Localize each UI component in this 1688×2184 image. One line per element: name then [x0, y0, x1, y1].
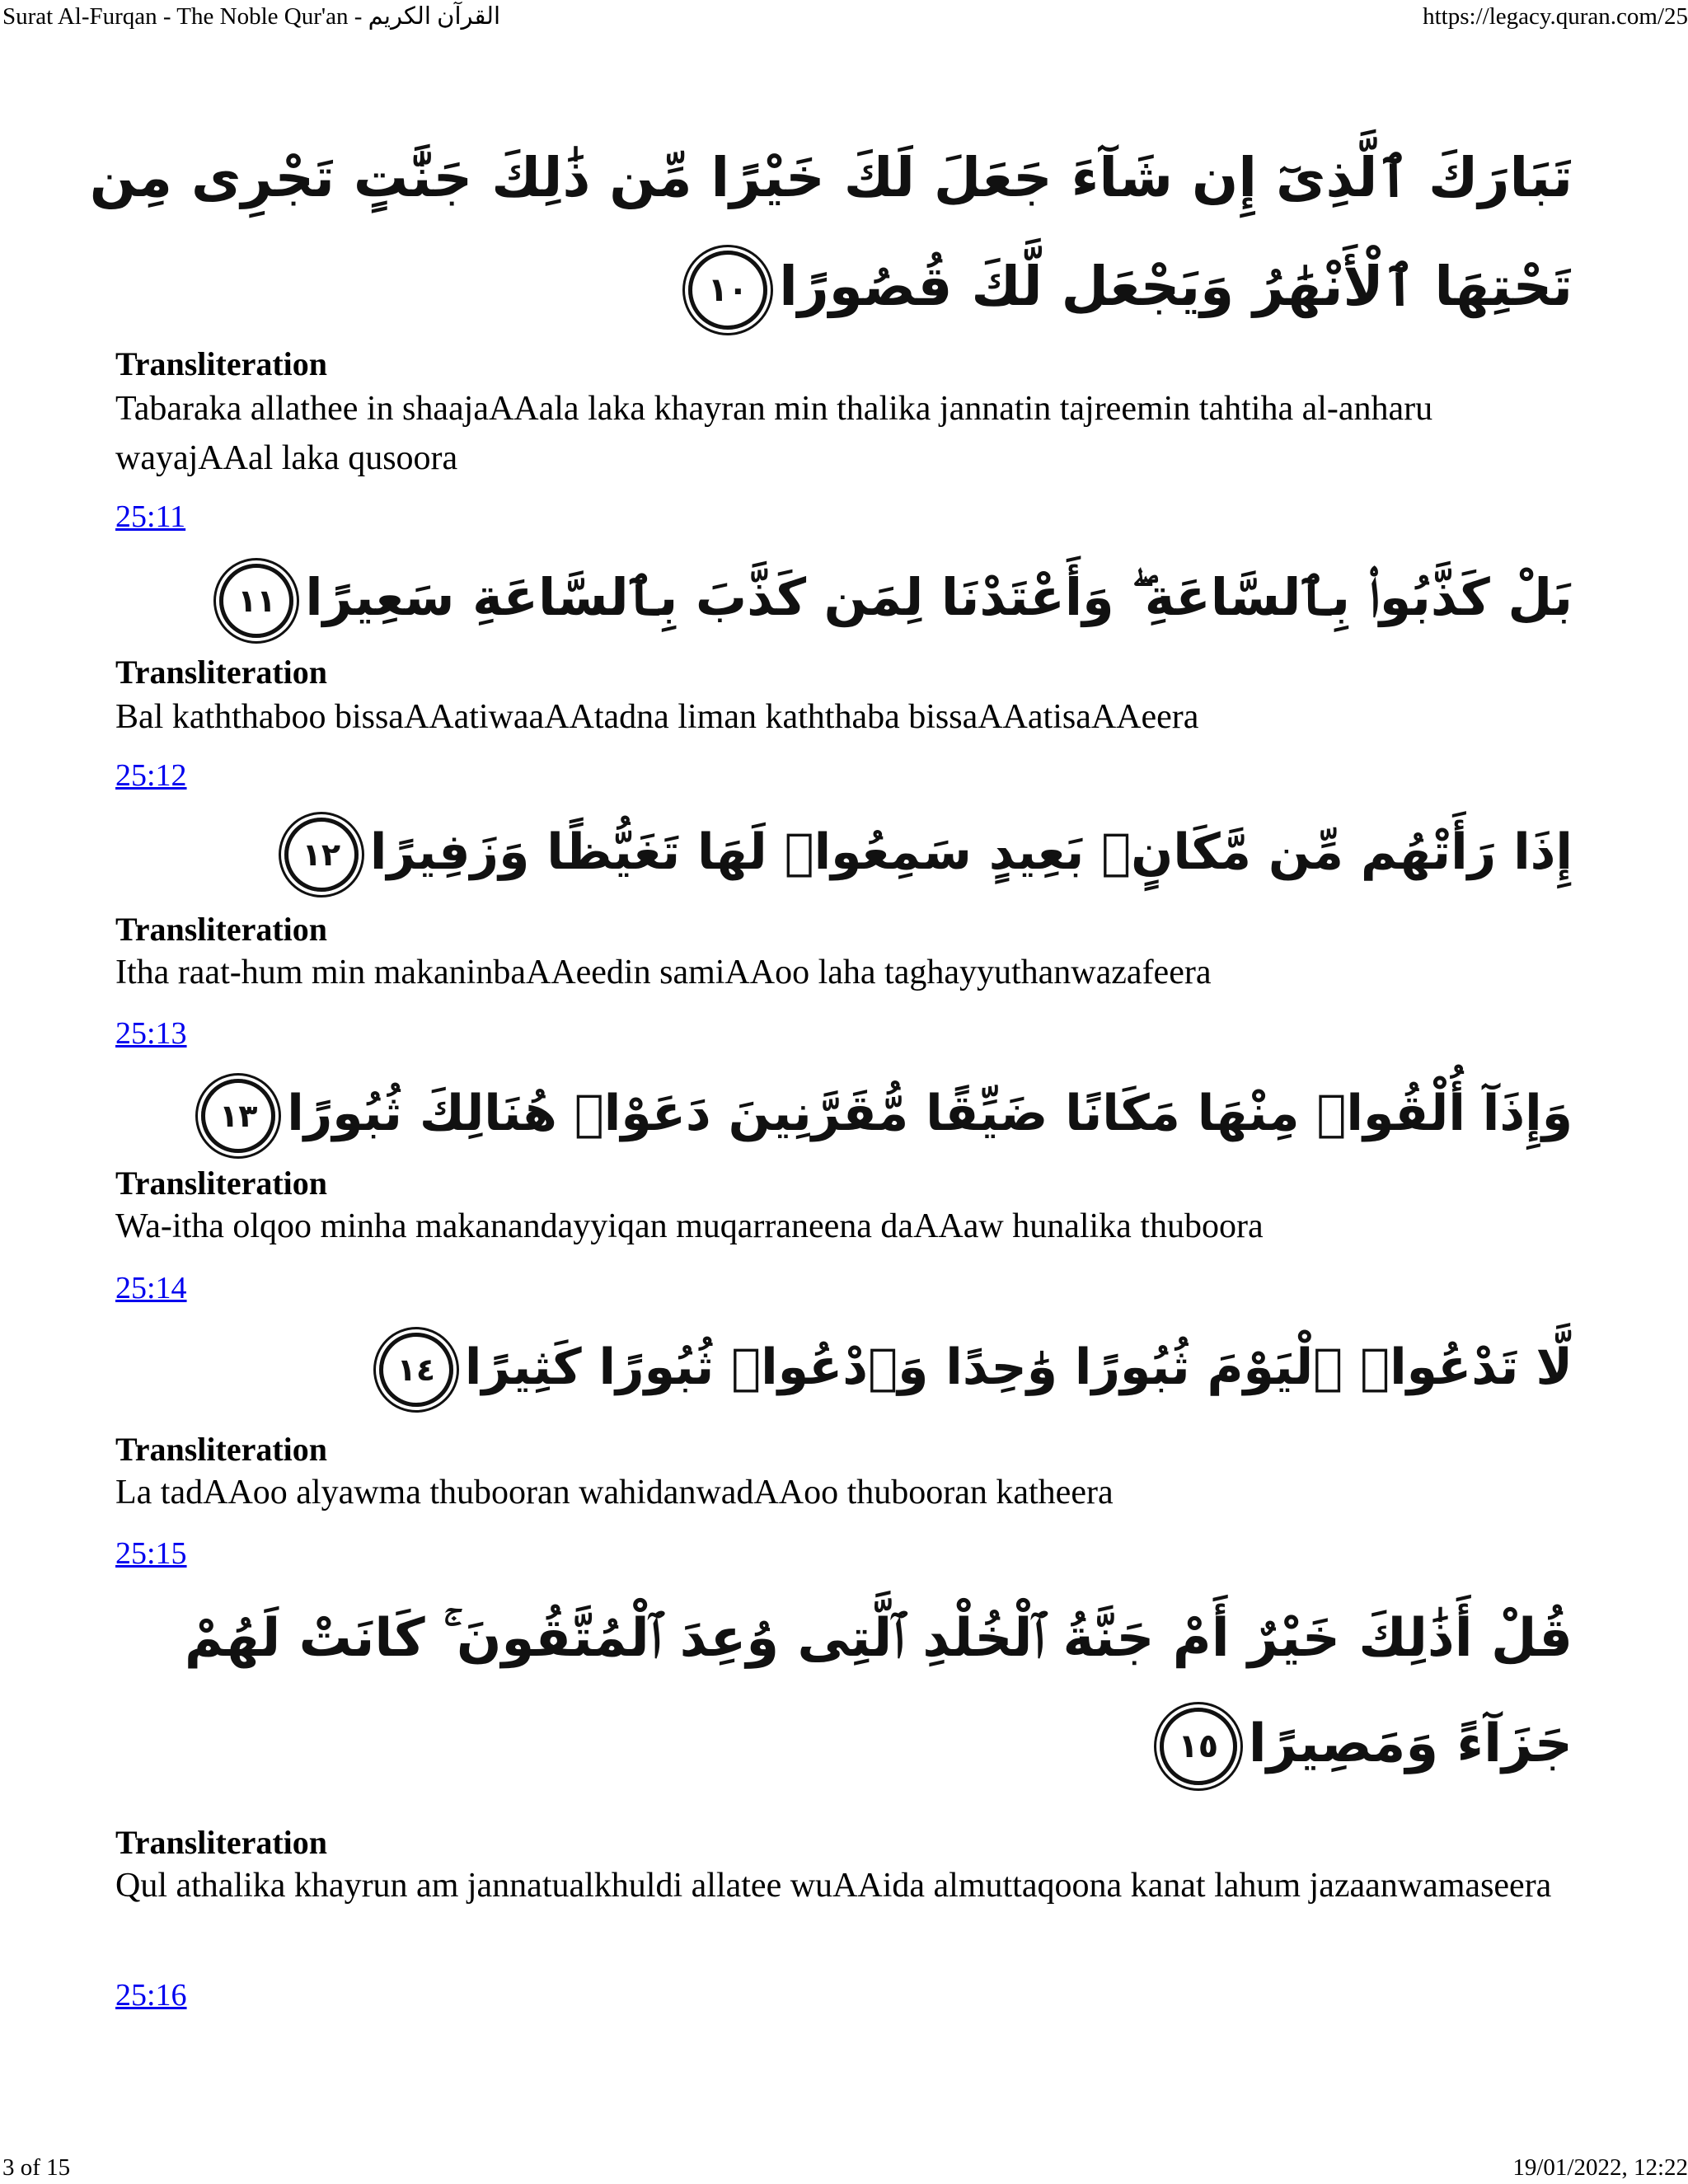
ayah-number-14-marker: ١٤ — [379, 1333, 453, 1407]
arabic-verse-12 — [206, 804, 1573, 901]
ayah-number-13-marker: ١٣ — [201, 1079, 275, 1153]
arabic-verse-12-line-1: إِذَا رَأَتْهُم مِّن مَّكَانٍۭ بَعِيدٍ سَمِعُوا۟ لَهَا تَغَيُّظًا وَزَفِيرًا١٢ — [206, 804, 1573, 901]
transliteration-text-11: Bal kaththaboo bissaAAatiwaaAAtadna liman kaththaba bissaAAatisaAAeera — [115, 698, 1199, 736]
verse-link-25-16[interactable]: 25:16 — [115, 1978, 187, 2013]
transliteration-label: Transliteration — [115, 654, 328, 691]
transliteration-label: Transliteration — [115, 1165, 328, 1202]
verse-link-25-14[interactable]: 25:14 — [115, 1271, 187, 1305]
arabic-verse-14-line-1: لَّا تَدْعُوا۟ ٱلْيَوْمَ ثُبُورًا وَٰحِدًا وَٱدْعُوا۟ ثُبُورًا كَثِيرًا١٤ — [206, 1319, 1573, 1416]
transliteration-label: Transliteration — [115, 345, 328, 382]
verse-link-25-13[interactable]: 25:13 — [115, 1016, 187, 1051]
transliteration-text-13: Wa-itha olqoo minha makanandayyiqan muqarraneena daAAaw hunalika thuboora — [115, 1207, 1264, 1245]
transliteration-label: Transliteration — [115, 1824, 328, 1861]
arabic-verse-10 — [89, 124, 1573, 341]
verse-link-25-11[interactable]: 25:11 — [115, 499, 186, 534]
verse-link-25-15[interactable]: 25:15 — [115, 1536, 187, 1571]
ayah-number-11-marker: ١١ — [219, 564, 293, 638]
arabic-verse-10-line-2: تَحْتِهَا ٱلْأَنْهَٰرُ وَيَجْعَل لَّكَ قُصُورًا١٠ — [206, 232, 1573, 341]
transliteration-text-15: Qul athalika khayrun am jannatualkhuldi allatee wuAAida almuttaqoona kanat lahum jazaanwamaseera — [115, 1867, 1552, 1905]
page-footer-page-count: 3 of 15 — [2, 2154, 71, 2181]
page-header-url: https://legacy.quran.com/25 — [1423, 3, 1688, 30]
ayah-number-10-marker: ١٠ — [688, 251, 767, 330]
arabic-verse-11-line-1: بَلْ كَذَّبُوا۟ بِٱلسَّاعَةِ ۖ وَأَعْتَدْنَا لِمَن كَذَّبَ بِٱلسَّاعَةِ سَعِيرًا١١ — [206, 549, 1573, 646]
page-header-title: Surat Al-Furqan - The Noble Qur'an - القرآن الكريم — [2, 3, 501, 30]
arabic-verse-13 — [206, 1065, 1573, 1162]
transliteration-text-10: Tabaraka allathee in shaajaAAala laka khayran min thalika jannatin tajreemin tahtiha al-anharu wayajAAal laka qusoora — [115, 390, 1433, 477]
arabic-verse-15 — [184, 1586, 1573, 1797]
page-footer-timestamp: 19/01/2022, 12:22 — [1512, 2154, 1688, 2181]
arabic-verse-11 — [206, 549, 1573, 646]
ayah-number-15-marker: ١٥ — [1160, 1708, 1237, 1785]
arabic-verse-15-line-2: جَزَآءً وَمَصِيرًا١٥ — [206, 1691, 1573, 1797]
arabic-verse-15-line-1: قُلْ أَذَٰلِكَ خَيْرٌ أَمْ جَنَّةُ ٱلْخُلْدِ ٱلَّتِى وُعِدَ ٱلْمُتَّقُونَ ۚ كَانَتْ لَهُمْ — [184, 1608, 1573, 1669]
transliteration-label: Transliteration — [115, 1431, 328, 1468]
verse-link-25-12[interactable]: 25:12 — [115, 758, 187, 793]
transliteration-label: Transliteration — [115, 911, 328, 948]
arabic-verse-10-line-1: تَبَارَكَ ٱلَّذِىٓ إِن شَآءَ جَعَلَ لَكَ خَيْرًا مِّن ذَٰلِكَ جَنَّٰتٍ تَجْرِى مِن — [89, 146, 1573, 209]
arabic-verse-13-line-1: وَإِذَآ أُلْقُوا۟ مِنْهَا مَكَانًا ضَيِّقًا مُّقَرَّنِينَ دَعَوْا۟ هُنَالِكَ ثُبُورًا١٣ — [206, 1065, 1573, 1162]
ayah-number-12-marker: ١٢ — [284, 818, 359, 892]
transliteration-text-14: La tadAAoo alyawma thubooran wahidanwadAAoo thubooran katheera — [115, 1474, 1114, 1511]
arabic-verse-14 — [206, 1319, 1573, 1416]
transliteration-text-12: Itha raat-hum min makaninbaAAeedin samiAAoo laha taghayyuthanwazafeera — [115, 954, 1212, 991]
